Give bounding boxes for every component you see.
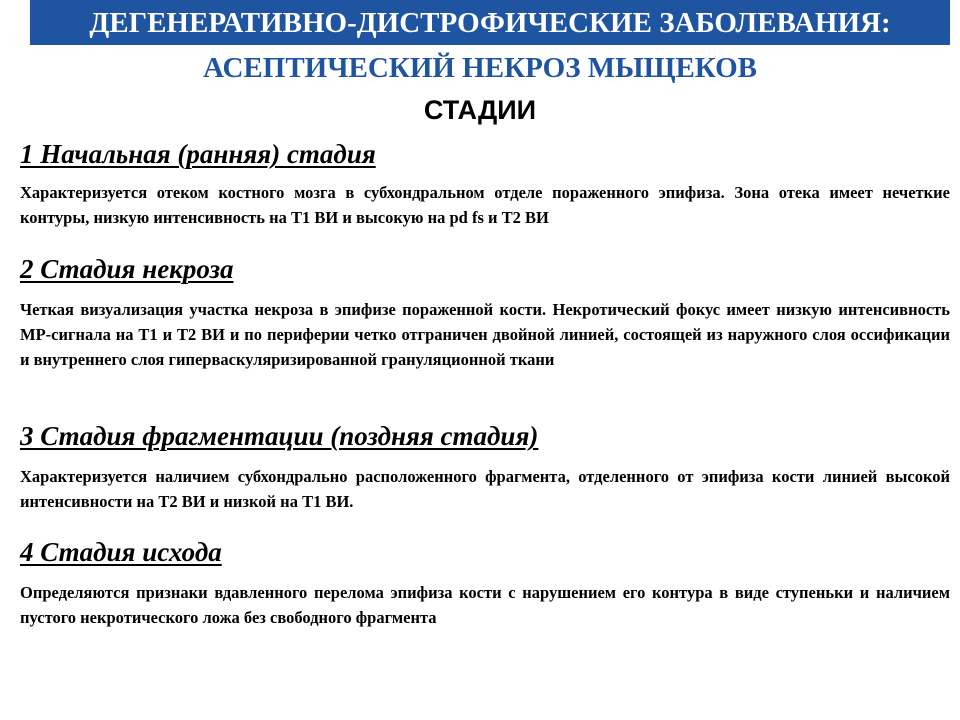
stage-1-heading: 1 Начальная (ранняя) стадия — [20, 139, 376, 169]
section-title: СТАДИИ — [423, 95, 537, 125]
stage-4-heading: 4 Стадия исхода — [20, 537, 222, 567]
page-title: ДЕГЕНЕРАТИВНО-ДИСТРОФИЧЕСКИЕ ЗАБОЛЕВАНИЯ: — [89, 7, 891, 39]
stage-1-text: Характеризуется отеком костного мозга в субхондральном отделе пораженного эпифиза. Зона отека имеет нечеткие контуры, низкую интенсивность на Т1 ВИ и высокую на pd fs и Т2 ВИ — [20, 183, 950, 227]
page-subtitle: АСЕПТИЧЕСКИЙ НЕКРОЗ МЫЩЕКОВ — [202, 52, 758, 84]
stage-2-heading: 2 Стадия некроза — [20, 254, 234, 284]
stage-4-text: Определяются признаки вдавленного перелома эпифиза кости с нарушением его контура в виде ступеньки и наличием пустого некротического ложа без свободного фрагмента — [20, 583, 950, 627]
stage-3-text: Характеризуется наличием субхондрально расположенного фрагмента, отделенного от эпифиза кости линией высокой интенсивности на Т2 ВИ и низкой на Т1 ВИ. — [20, 467, 950, 511]
stage-3-heading: 3 Стадия фрагментации (поздняя стадия) — [20, 421, 539, 451]
stage-2-text: Четкая визуализация участка некроза в эпифизе пораженной кости. Некротический фокус имеет низкую интенсивность МР-сигнала на Т1 и Т2 ВИ и по периферии четко отграничен двойной линией, состоящей из наружного слоя оссификации и внутреннего слоя гиперваскуляризированной грануляционной ткани — [20, 300, 950, 369]
